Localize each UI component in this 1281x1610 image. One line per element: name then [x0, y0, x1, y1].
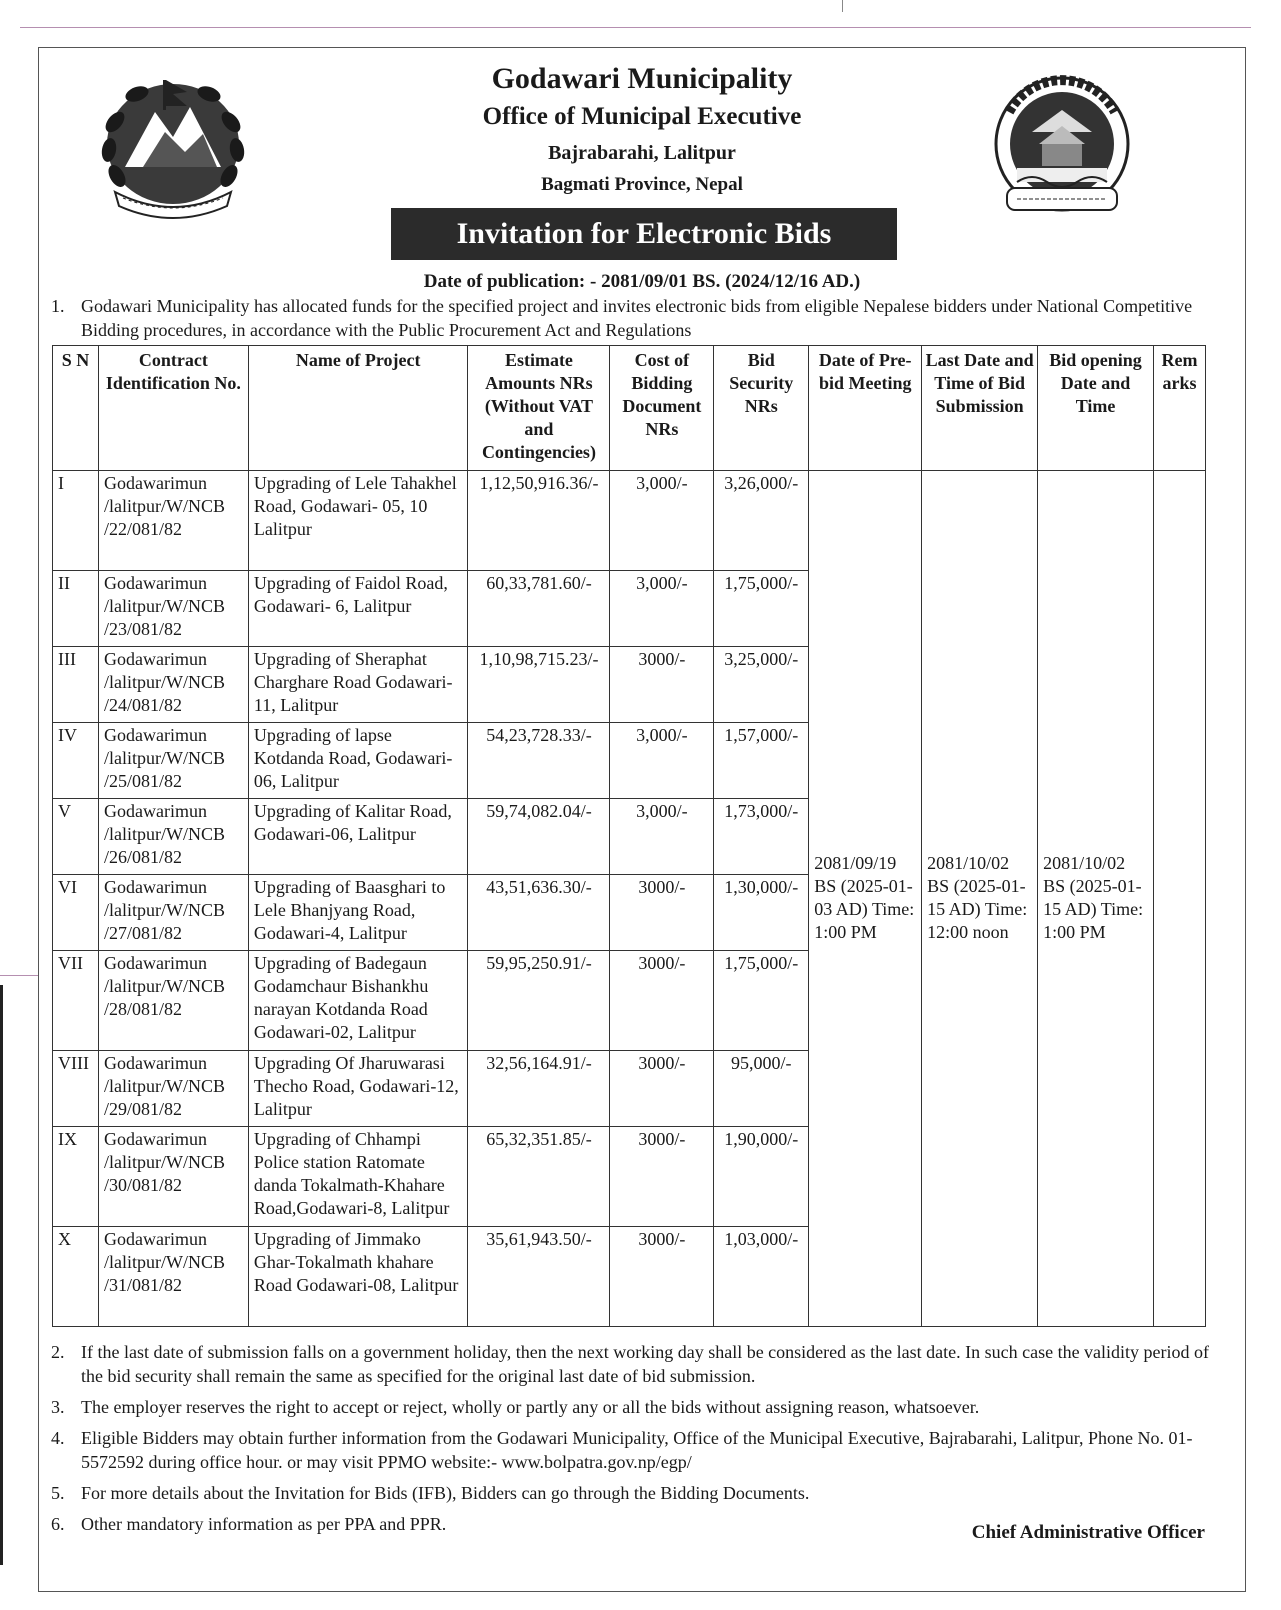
cell-security: 1,90,000/- [714, 1127, 809, 1227]
cell-security: 3,25,000/- [714, 647, 809, 723]
cell-cost: 3000/- [610, 951, 714, 1051]
cell-cost: 3000/- [610, 1051, 714, 1127]
note-item [51, 1395, 1231, 1419]
note-text: Eligible Bidders may obtain further information from the Godawari Municipality, Office of the Municipal Executive, Bajrabarahi, Lalitpur, Phone No. 01-5572592 during office hour. or may visit PPMO website:- www.bolpatra.gov.np/egp/ [81, 1428, 1193, 1472]
left-edge-bar [0, 985, 3, 1565]
cell-security: 1,73,000/- [714, 799, 809, 875]
cell-project: Upgrading Of Jharuwarasi Thecho Road, Godawari-12, Lalitpur [248, 1051, 468, 1127]
cell-cost: 3,000/- [610, 723, 714, 799]
notice-frame [38, 47, 1246, 1592]
note-text: Other mandatory information as per PPA and PPR. [81, 1514, 447, 1534]
cell-estimate: 65,32,351.85/- [468, 1127, 610, 1227]
cell-project: Upgrading of lapse Kotdanda Road, Godawari-06, Lalitpur [248, 723, 468, 799]
cell-security: 1,75,000/- [714, 951, 809, 1051]
cell-project: Upgrading of Badegaun Godamchaur Bishankhu narayan Kotdanda Road Godawari-02, Lalitpur [248, 951, 468, 1051]
cell-contract-id: Godawarimun /lalitpur/W/NCB /22/081/82 [98, 471, 248, 571]
office-address: Bajrabarahi, Lalitpur [548, 142, 736, 164]
cell-security: 1,30,000/- [714, 875, 809, 951]
cell-contract-id: Godawarimun /lalitpur/W/NCB /28/081/82 [98, 951, 248, 1051]
cell-prebid-date: 2081/09/19 BS (2025-01-03 AD) Time: 1:00 PM [809, 471, 922, 1327]
cell-security: 1,75,000/- [714, 571, 809, 647]
note-text: The employer reserves the right to accept or reject, wholly or partly any or all the bids without assigning reason, whatsoever. [81, 1397, 980, 1417]
cell-sn: I [53, 471, 99, 571]
cell-sn: III [53, 647, 99, 723]
cell-contract-id: Godawarimun /lalitpur/W/NCB /26/081/82 [98, 799, 248, 875]
cell-project: Upgrading of Sheraphat Charghare Road Godawari-11, Lalitpur [248, 647, 468, 723]
notes-list [51, 1340, 1231, 1543]
publication-date: Date of publication: - 2081/09/01 BS. (2024/12/16 AD.) [423, 271, 861, 292]
note-item [51, 1340, 1231, 1388]
header-security: Bid Security NRs [714, 346, 809, 471]
note-number: 6. [51, 1514, 65, 1534]
cell-sn: X [53, 1227, 99, 1327]
cell-security: 1,57,000/- [714, 723, 809, 799]
header-project: Name of Project [248, 346, 468, 471]
note-item [51, 1481, 1231, 1505]
intro-text: Godawari Municipality has allocated funds for the specified project and invites electronic bids from eligible Nepalese bidders under National Competitive Bidding procedures, in accordance with the Public Procurement Act and Regulations [81, 296, 1193, 340]
cell-contract-id: Godawarimun /lalitpur/W/NCB /24/081/82 [98, 647, 248, 723]
cell-opening-date: 2081/10/02 BS (2025-01-15 AD) Time: 1:00 PM [1038, 471, 1154, 1327]
cell-estimate: 35,61,943.50/- [468, 1227, 610, 1327]
office-name: Office of Municipal Executive [482, 103, 802, 130]
cell-project: Upgrading of Lele Tahakhel Road, Godawari- 05, 10 Lalitpur [248, 471, 468, 571]
cell-cost: 3000/- [610, 1127, 714, 1227]
cell-remarks [1153, 471, 1205, 1327]
office-province: Bagmati Province, Nepal [541, 174, 743, 195]
note-text: For more details about the Invitation for Bids (IFB), Bidders can go through the Bidding Documents. [81, 1483, 810, 1503]
note-text: If the last date of submission falls on a government holiday, then the next working day shall be considered as the last date. In such case the validity period of the bid security shall remain the same as specified for the original last date of bid submission. [81, 1342, 1210, 1386]
note-item [51, 1426, 1231, 1474]
note-number: 2. [51, 1342, 65, 1362]
cell-cost: 3000/- [610, 875, 714, 951]
page-top-edge [0, 0, 1281, 28]
cell-estimate: 1,12,50,916.36/- [468, 471, 610, 571]
cell-contract-id: Godawarimun /lalitpur/W/NCB /30/081/82 [98, 1127, 248, 1227]
header-opening: Bid opening Date and Time [1038, 346, 1154, 471]
note-number: 3. [51, 1397, 65, 1417]
table-row [53, 471, 1206, 571]
cell-cost: 3000/- [610, 1227, 714, 1327]
cell-project: Upgrading of Kalitar Road, Godawari-06, Lalitpur [248, 799, 468, 875]
cell-estimate: 32,56,164.91/- [468, 1051, 610, 1127]
cell-sn: V [53, 799, 99, 875]
header-last-date: Last Date and Time of Bid Submission [922, 346, 1038, 471]
bids-table [52, 345, 1206, 1327]
cell-cost: 3,000/- [610, 471, 714, 571]
header-sn: S N [53, 346, 99, 471]
table-header-row [53, 346, 1206, 471]
cell-contract-id: Godawarimun /lalitpur/W/NCB /31/081/82 [98, 1227, 248, 1327]
cell-cost: 3,000/- [610, 571, 714, 647]
cell-estimate: 54,23,728.33/- [468, 723, 610, 799]
cell-project: Upgrading of Chhampi Police station Ratomate danda Tokalmath-Khahare Road,Godawari-8, Lalitpur [248, 1127, 468, 1227]
cell-security: 1,03,000/- [714, 1227, 809, 1327]
cell-sn: IV [53, 723, 99, 799]
header-cost: Cost of Bidding Document NRs [610, 346, 714, 471]
intro-number: 1. [51, 296, 65, 316]
cell-sn: VI [53, 875, 99, 951]
header-prebid: Date of Pre-bid Meeting [809, 346, 922, 471]
notice-banner: Invitation for Electronic Bids [391, 208, 897, 260]
signatory-title: Chief Administrative Officer [971, 1522, 1205, 1543]
cell-estimate: 1,10,98,715.23/- [468, 647, 610, 723]
cell-cost: 3000/- [610, 647, 714, 723]
header-contract-id: Contract Identification No. [98, 346, 248, 471]
cell-security: 95,000/- [714, 1051, 809, 1127]
cell-estimate: 59,95,250.91/- [468, 951, 610, 1051]
cell-contract-id: Godawarimun /lalitpur/W/NCB /25/081/82 [98, 723, 248, 799]
cell-estimate: 59,74,082.04/- [468, 799, 610, 875]
side-rule [0, 975, 38, 976]
cell-project: Upgrading of Baasghari to Lele Bhanjyang Road, Godawari-4, Lalitpur [248, 875, 468, 951]
note-number: 4. [51, 1428, 65, 1448]
cell-sn: II [53, 571, 99, 647]
cell-sn: VIII [53, 1051, 99, 1127]
cell-cost: 3,000/- [610, 799, 714, 875]
cell-sn: IX [53, 1127, 99, 1227]
cell-contract-id: Godawarimun /lalitpur/W/NCB /29/081/82 [98, 1051, 248, 1127]
cell-security: 3,26,000/- [714, 471, 809, 571]
cell-project: Upgrading of Faidol Road, Godawari- 6, Lalitpur [248, 571, 468, 647]
top-rule [20, 27, 1251, 28]
cell-last-date: 2081/10/02 BS (2025-01-15 AD) Time: 12:00 noon [922, 471, 1038, 1327]
cell-estimate: 43,51,636.30/- [468, 875, 610, 951]
top-tick [842, 0, 843, 12]
cell-estimate: 60,33,781.60/- [468, 571, 610, 647]
cell-sn: VII [53, 951, 99, 1051]
header-remarks: Rem arks [1153, 346, 1205, 471]
cell-contract-id: Godawarimun /lalitpur/W/NCB /27/081/82 [98, 875, 248, 951]
note-number: 5. [51, 1483, 65, 1503]
municipality-name: Godawari Municipality [491, 62, 793, 95]
cell-project: Upgrading of Jimmako Ghar-Tokalmath khahare Road Godawari-08, Lalitpur [248, 1227, 468, 1327]
header-estimate: Estimate Amounts NRs (Without VAT and Contingencies) [468, 346, 610, 471]
cell-contract-id: Godawarimun /lalitpur/W/NCB /23/081/82 [98, 571, 248, 647]
